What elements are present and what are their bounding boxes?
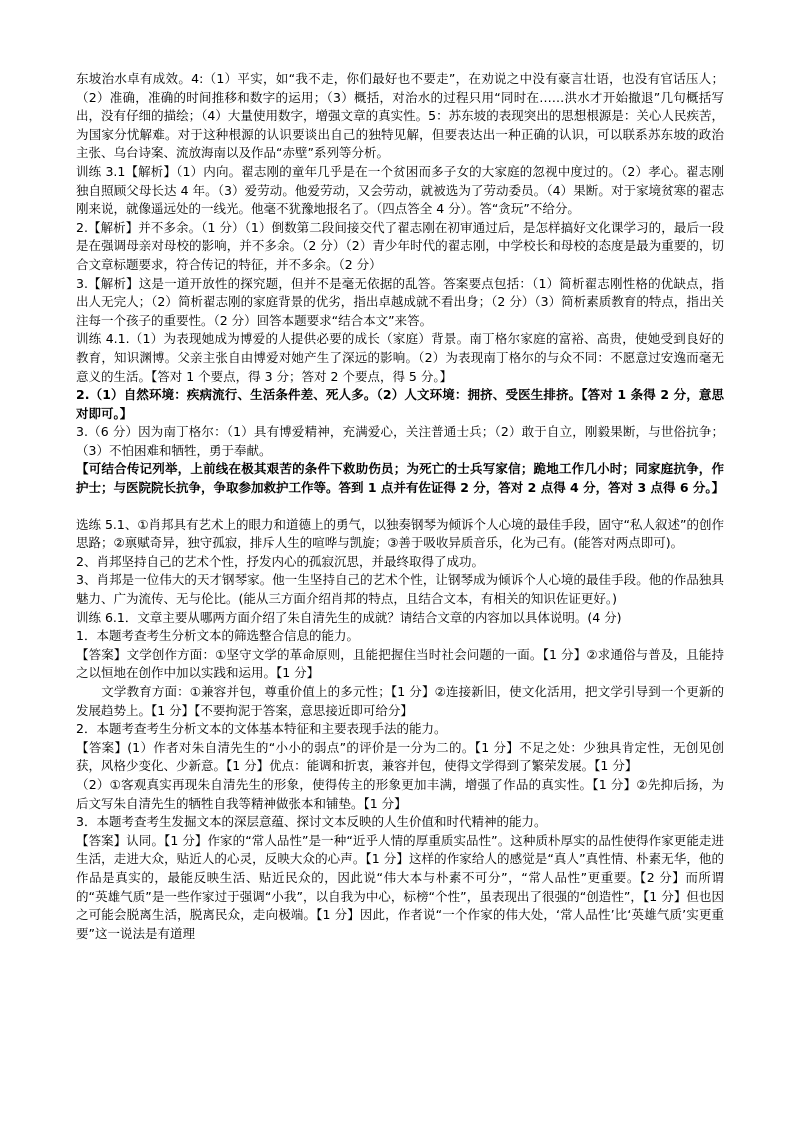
paragraph-training-3-2: 2.【解析】并不多余。（1 分）（1）倒数第二段间接交代了翟志刚在初审通过后，是怎样搞好文化课学习的，最后一段是在强调母亲对母校的影响，并不多余。（2 分）（2）青少年时代的翟志刚，中学校长和母校的态度是最为重要的，切合文章标题要求，符合传记的特征，并不多余。（2 分）: [76, 219, 724, 272]
document-page: [76, 70, 724, 943]
paragraph-training-6-1-answer-2: 文学教育方面：①兼容并包，尊重价值上的多元性；【1 分】②连接新旧，使文化活用，把文学引导到一个更新的发展趋势上。【1 分】【不要拘泥于答案，意思接近即可给分】: [76, 684, 724, 718]
paragraph-training-6-2-answer-1: 【答案】(1）作者对朱自清先生的“小小的弱点”的评价是一分为二的。【1 分】不足之处：少独具肯定性，无创见创获，风格少变化、少新意。【1 分】优点：能调和折衷，兼容并包，使得文学得到了繁荣发展。【1 分】: [76, 739, 724, 774]
paragraph-training-6-1-intro: 1．本题考查考生分析文本的筛选整合信息的能力。: [76, 628, 359, 644]
paragraph-training-4-2: 2.（1）自然环境：疾病流行、生活条件差、死人多。（2）人文环境：拥挤、受医生排挤。【答对 1 条得 2 分，意思对即可。】: [76, 387, 724, 421]
paragraph-training-4-3-note: 【可结合传记列举，上前线在极其艰苦的条件下救助伤员；为死亡的士兵写家信；跪地工作几小时；同家庭抗争，作护士；与医院院长抗争，争取参加救护工作等。答到 1 点并有佐证得 2 分，答对 2 点得 4 分，答对 3 点得 6 分。】: [76, 461, 725, 496]
paragraph-training-5-2: 2、肖邦坚持自己的艺术个性，抒发内心的孤寂沉思，并最终取得了成功。: [76, 553, 484, 569]
paragraph-training-6-2-answer-2: （2）①客观真实再现朱自清先生的形象，使得传主的形象更加丰满，增强了作品的真实性。【1 分】②先抑后扬，为后文写朱自清先生的牺牲自我等精神做张本和铺垫。【1 分】: [76, 776, 724, 811]
paragraph-su-dongshi-answers: 东坡治水卓有成效。4:（1）平实，如“我不走，你们最好也不要走”，在劝说之中没有豪言壮语，也没有官话压人；（2）准确，准确的时间推移和数字的运用；（3）概括，对治水的过程只用“同时在……洪水才开始撤退”几句概括写出，没有仔细的描绘；（4）大量使用数字，增强文章的真实性。5：苏东坡的表现突出的思想根源是：关心人民疾苦，为国家分忧解难。对于这种根源的认识要谈出自己的独特见解，但要表达出一种正确的认识，可以联系苏东坡的政治主张、乌台诗案、流放海南以及作品“赤壁”系列等分析。: [76, 71, 724, 161]
paragraph-training-4-1: 训练 4.1.（1）为表现她成为博爱的人提供必要的成长（家庭）背景。南丁格尔家庭的富裕、高贵，使她受到良好的教育，知识渊博。父亲主张自由博爱对她产生了深远的影响。（2）为表现南丁格尔的与众不同：不愿意过安逸而毫无意义的生活。【答对 1 个要点，得 3 分；答对 2 个要点，得 5 分。】: [76, 331, 724, 384]
paragraph-training-6-3-answer: 【答案】认同。【1 分】作家的“常人品性”是一种“近乎人情的厚重质实品性”。这种质朴厚实的品性使得作家更能走进生活，走进大众，贴近人的心灵，反映大众的心声。【1 分】这样的作家给人的感觉是“真人”真性情、朴素无华，他的作品是真实的，最能反映生活、贴近民众的，因此说“伟大本与朴素不可分”，“常人品性”更重要。【2 分】而所谓的“英雄气质”是一些作家过于强调“小我”，以自我为中心，标榜“个性”，虽表现出了很强的“创造性”，【1 分】但也因之可能会脱离生活，脱离民众，走向极端。【1 分】因此，作者说“一个作家的伟大处，‘常人品性’比‘英雄气质’实更重要”这一说法是有道理: [76, 832, 724, 941]
paragraph-training-6-1-answer: 【答案】文学创作方面：①坚守文学的革命原则，且能把握住当时社会问题的一面。【1 分】②求通俗与普及，且能持之以恒地在创作中加以实践和运用。【1 分】: [76, 646, 724, 681]
paragraph-training-3-1: 训练 3.1【解析】（1）内向。翟志刚的童年几乎是在一个贫困而多子女的大家庭的忽视中度过的。（2）孝心。翟志刚独自照顾父母长达 4 年。（3）爱劳动。他爱劳动，又会劳动，就被选为了劳动委员。（4）果断。对于家境贫寒的翟志刚来说，就像遥远处的一线光。他毫不犹豫地报名了。（四点答全 4 分）。答“贪玩”不给分。: [76, 163, 724, 217]
blank-line: [76, 498, 724, 516]
paragraph-training-3-3: 3.【解析】这是一道开放性的探究题，但并不是毫无依据的乱答。答案要点包括：（1）简析翟志刚性格的优缺点，指出人无完人；（2）简析翟志刚的家庭背景的优劣，指出卓越成就不看出身；（2 分）（3）简析素质教育的特点，指出关注每一个孩子的重要性。（2 分）回答本题要求“结合本文”来答。: [76, 275, 724, 328]
paragraph-training-6-2-intro: 2．本题考查考生分析文本的文体基本特征和主要表现手法的能力。: [76, 721, 447, 737]
paragraph-training-6-question: 训练 6.1．文章主要从哪两方面介绍了朱自清先生的成就？请结合文章的内容加以具体说明。(4 分): [76, 609, 622, 625]
paragraph-training-6-3-intro: 3．本题考查考生发掘文本的深层意蕴、探讨文本反映的人生价值和时代精神的能力。: [76, 814, 547, 830]
paragraph-training-5-3: 3、肖邦是一位伟大的天才钢琴家。他一生坚持自己的艺术个性，让钢琴成为倾诉个人心境的最佳手段。他的作品独具魅力、广为流传、无与伦比。(能从三方面介绍肖邦的特点，且结合文本，有相关的知识佐证更好。): [76, 572, 724, 607]
paragraph-training-4-3: 3.（6 分）因为南丁格尔：（1）具有博爱精神，充满爱心，关注普通士兵；（2）敢于自立，刚毅果断，与世俗抗争；（3）不怕困难和牺牲，勇于奉献。: [76, 424, 724, 458]
paragraph-training-5-1: 选练 5.1、①肖邦具有艺术上的眼力和道德上的勇气，以独奏钢琴为倾诉个人心境的最佳手段，固守“私人叙述”的创作思路；②禀赋奇异，独守孤寂，排斥人生的喧哗与凯旋；③善于吸收异质音乐，化为己有。(能答对两点即可)。: [76, 516, 725, 551]
